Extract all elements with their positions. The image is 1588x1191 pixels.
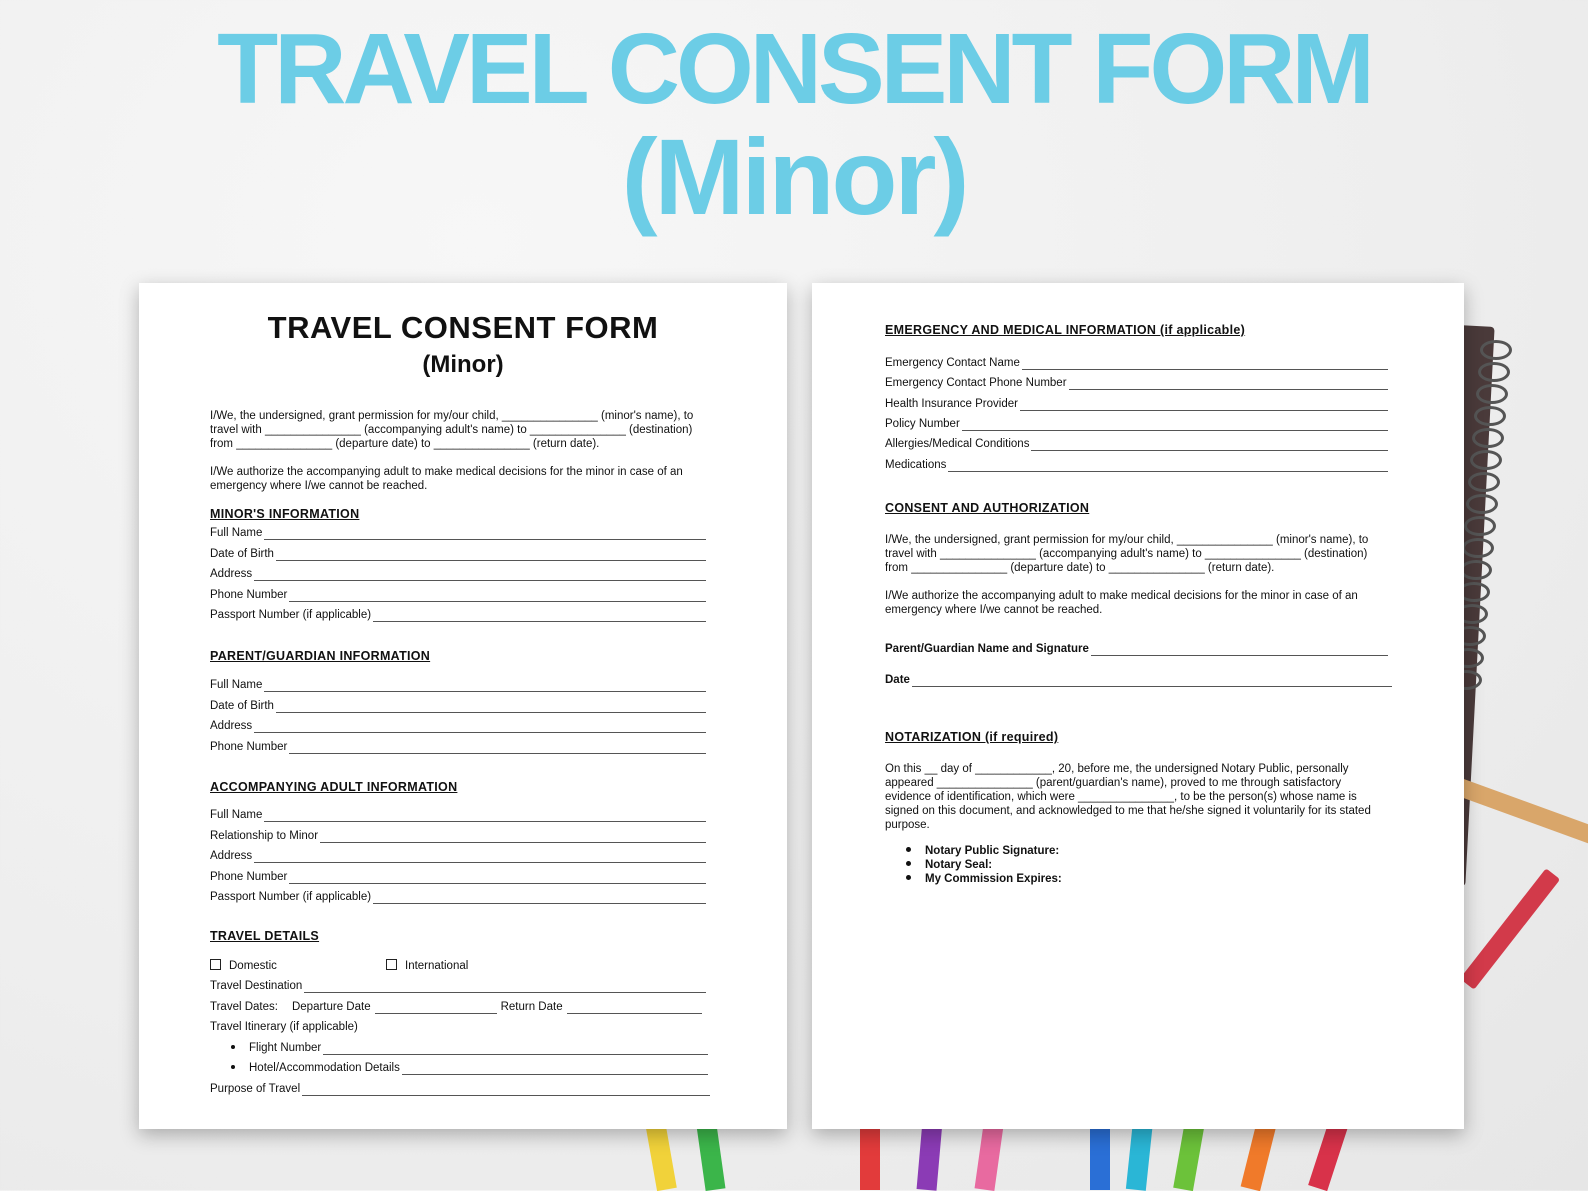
international-checkbox[interactable]: International (386, 959, 468, 973)
notary-paragraph: On this __ day of ____________, 20, before me, the undersigned Notary Public, personally appeared _______________ (parent/guardian's name), proved to me through satisfactory evidence of identification, which were _______________, to be the person(s) whose name is signed on this document, and acknowledged to me that he/she signed it voluntarily for its stated purpose. (885, 763, 1371, 831)
form-page-1 (139, 283, 787, 1129)
return-date-input[interactable] (567, 1002, 702, 1014)
section-heading-travel: TRAVEL DETAILS (210, 929, 320, 943)
notary-signature-item: Notary Public Signature: (906, 844, 1059, 858)
bullet-icon (906, 875, 911, 880)
domestic-checkbox[interactable]: Domestic (210, 959, 277, 973)
parent-dob-field[interactable]: Date of Birth (210, 699, 706, 713)
minor-address-field[interactable]: Address (210, 567, 706, 581)
banner-subtitle: (Minor) (621, 116, 967, 237)
medications-field[interactable]: Medications (885, 458, 1388, 472)
banner-title: TRAVEL CONSENT FORM (217, 13, 1371, 125)
checkbox-icon[interactable] (386, 959, 397, 970)
minor-full-name-field[interactable]: Full Name (210, 526, 706, 540)
intro-line: travel with _______________ (accompanying adult's name) to _______________ (destination) (210, 424, 693, 436)
checkbox-icon[interactable] (210, 959, 221, 970)
travel-dates-row: Travel Dates: Departure Date Return Date (210, 1000, 706, 1014)
parent-phone-field[interactable]: Phone Number (210, 740, 706, 754)
itinerary-label: Travel Itinerary (if applicable) (210, 1021, 358, 1033)
bullet-icon (231, 1065, 235, 1069)
section-heading-adult: ACCOMPANYING ADULT INFORMATION (210, 780, 458, 794)
medical-paragraph (210, 465, 720, 493)
spiral-binding-decoration (1470, 340, 1550, 760)
minor-phone-field[interactable]: Phone Number (210, 588, 706, 602)
document-subtitle: (Minor) (422, 351, 504, 378)
emergency-contact-phone-field[interactable]: Emergency Contact Phone Number (885, 376, 1388, 390)
section-heading-consent: CONSENT AND AUTHORIZATION (885, 501, 1090, 515)
flight-number-field[interactable]: Flight Number (231, 1041, 708, 1055)
policy-number-field[interactable]: Policy Number (885, 417, 1388, 431)
pencil-decoration (1460, 868, 1560, 989)
intro-paragraph (210, 409, 720, 451)
notary-seal-item: Notary Seal: (906, 858, 992, 872)
adult-phone-field[interactable]: Phone Number (210, 870, 706, 884)
bullet-icon (231, 1045, 235, 1049)
adult-address-field[interactable]: Address (210, 849, 706, 863)
hotel-details-field[interactable]: Hotel/Accommodation Details (231, 1061, 708, 1075)
adult-relationship-field[interactable]: Relationship to Minor (210, 829, 706, 843)
parent-full-name-field[interactable]: Full Name (210, 678, 706, 692)
consent-paragraph: I/We, the undersigned, grant permission for my/our child, _______________ (minor's name), to travel with _______________ (accompanying adult's name) to _______________ (destination) from _______________ (departure date) to _______________ (return date). (885, 534, 1369, 574)
bullet-icon (906, 861, 911, 866)
parent-signature-field[interactable]: Parent/Guardian Name and Signature (885, 642, 1388, 656)
emergency-contact-name-field[interactable]: Emergency Contact Name (885, 356, 1388, 370)
intro-line: from _______________ (departure date) to _______________ (return date). (210, 438, 600, 450)
parent-address-field[interactable]: Address (210, 719, 706, 733)
minor-dob-field[interactable]: Date of Birth (210, 547, 706, 561)
section-heading-notary: NOTARIZATION (if required) (885, 730, 1059, 744)
intro-line: I/We, the undersigned, grant permission for my/our child, _______________ (minor's name), to (210, 410, 694, 422)
purpose-of-travel-field[interactable]: Purpose of Travel (210, 1082, 710, 1096)
signature-date-field[interactable]: Date (885, 673, 1392, 687)
section-heading-emergency: EMERGENCY AND MEDICAL INFORMATION (if applicable) (885, 323, 1246, 337)
departure-date-input[interactable] (375, 1002, 497, 1014)
consent-medical-paragraph: I/We authorize the accompanying adult to make medical decisions for the minor in case of an emergency where I/we cannot be reached. (885, 590, 1358, 616)
commission-expires-item: My Commission Expires: (906, 872, 1062, 886)
medical-line: I/We authorize the accompanying adult to make medical decisions for the minor in case of an (210, 466, 683, 478)
section-heading-parent: PARENT/GUARDIAN INFORMATION (210, 649, 431, 663)
allergies-field[interactable]: Allergies/Medical Conditions (885, 437, 1388, 451)
bullet-icon (906, 847, 911, 852)
minor-passport-field[interactable]: Passport Number (if applicable) (210, 608, 706, 622)
adult-passport-field[interactable]: Passport Number (if applicable) (210, 890, 706, 904)
section-heading-minor: MINOR'S INFORMATION (210, 507, 360, 521)
medical-line: emergency where I/we cannot be reached. (210, 480, 428, 492)
adult-full-name-field[interactable]: Full Name (210, 808, 706, 822)
health-insurance-field[interactable]: Health Insurance Provider (885, 397, 1388, 411)
travel-destination-field[interactable]: Travel Destination (210, 979, 706, 993)
document-title: TRAVEL CONSENT FORM (267, 310, 659, 345)
form-page-2 (812, 283, 1464, 1129)
